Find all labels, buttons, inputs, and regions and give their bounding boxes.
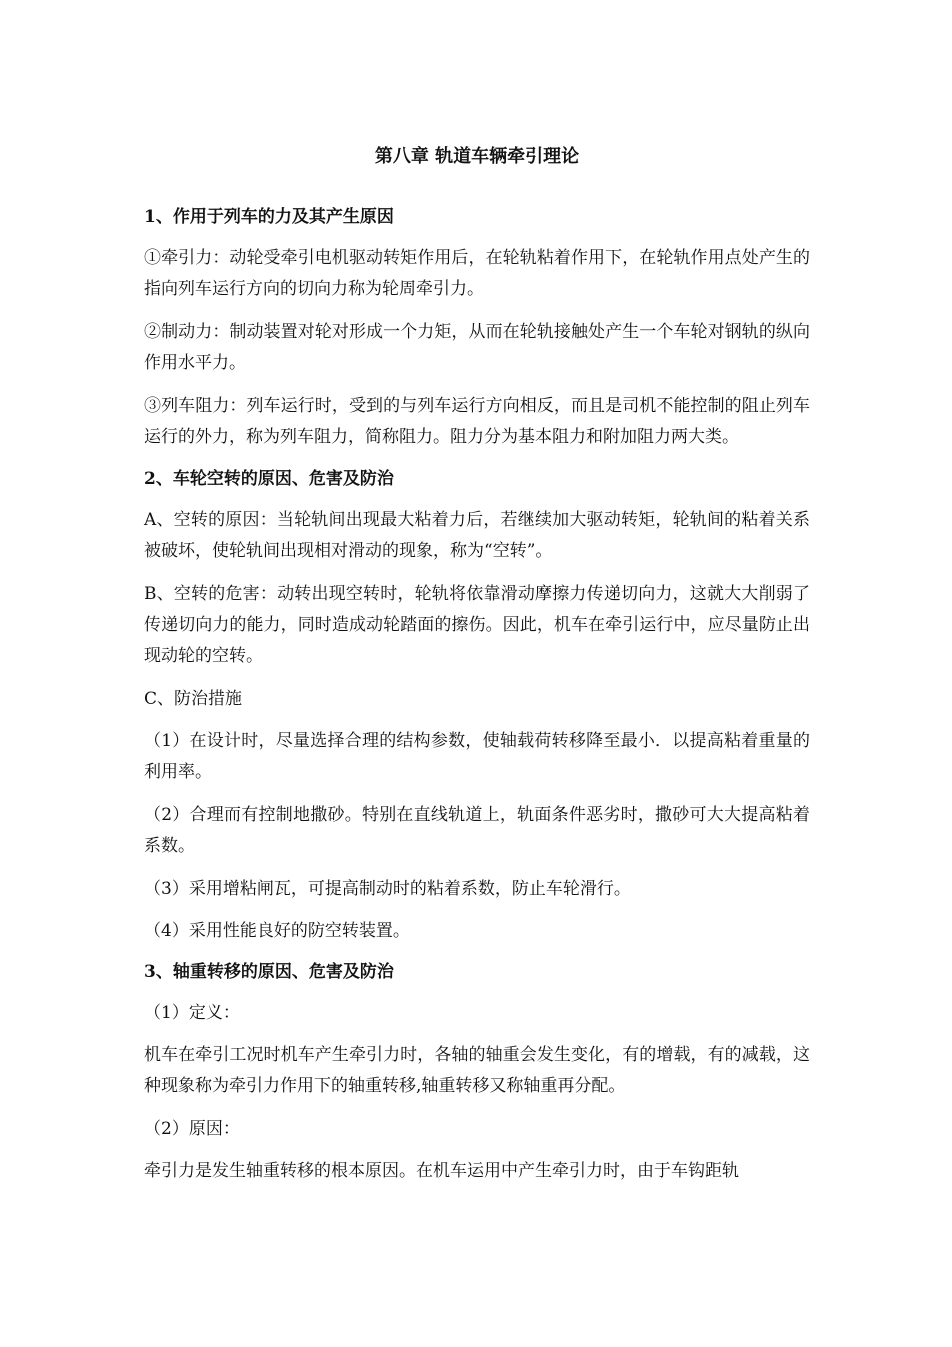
- paragraph-cause: 牵引力是发生轴重转移的根本原因。在机车运用中产生牵引力时，由于车钩距轨: [144, 1161, 739, 1181]
- chapter-title: 第八章 轨道车辆牵引理论: [374, 146, 580, 167]
- paragraph-definition-label: （1）定义：: [144, 1003, 240, 1023]
- paragraph-prevention-heading: C、防治措施: [144, 689, 243, 709]
- section-heading: 3、轴重转移的原因、危害及防治: [144, 962, 394, 982]
- paragraph-measure-1: （1）在设计时，尽量选择合理的结构参数，使轴载荷转移降至最小．以提高粘着重量的利用率。: [144, 731, 810, 782]
- paragraph-traction-force: ①牵引力：动轮受牵引电机驱动转矩作用后，在轮轨粘着作用下，在轮轨作用点处产生的指向列车运行方向的切向力称为轮周牵引力。: [144, 248, 810, 299]
- paragraph-definition: 机车在牵引工况时机车产生牵引力时，各轴的轴重会发生变化，有的增载，有的减载，这种现象称为牵引力作用下的轴重转移,轴重转移又称轴重再分配。: [144, 1045, 810, 1096]
- paragraph-slip-cause: A、空转的原因：当轮轨间出现最大粘着力后，若继续加大驱动转矩，轮轨间的粘着关系被破坏，使轮轨间出现相对滑动的现象，称为“空转”。: [144, 510, 810, 561]
- section-wheel-slip: [144, 465, 810, 947]
- paragraph-measure-3: （3）采用增粘闸瓦，可提高制动时的粘着系数，防止车轮滑行。: [144, 879, 631, 899]
- paragraph-measure-4: （4）采用性能良好的防空转装置。: [144, 921, 410, 941]
- paragraph-cause-label: （2）原因：: [144, 1119, 240, 1139]
- section-heading: 2、车轮空转的原因、危害及防治: [144, 469, 394, 489]
- paragraph-train-resistance: ③列车阻力：列车运行时，受到的与列车运行方向相反，而且是司机不能控制的阻止列车运行的外力，称为列车阻力，简称阻力。阻力分为基本阻力和附加阻力两大类。: [144, 396, 810, 447]
- paragraph-slip-harm: B、空转的危害：动转出现空转时，轮轨将依靠滑动摩擦力传递切向力，这就大大削弱了传递切向力的能力，同时造成动轮踏面的擦伤。因此，机车在牵引运行中，应尽量防止出现动轮的空转。: [144, 584, 810, 666]
- paragraph-braking-force: ②制动力：制动装置对轮对形成一个力矩，从而在轮轨接触处产生一个车轮对钢轨的纵向作用水平力。: [144, 322, 810, 373]
- paragraph-measure-2: （2）合理而有控制地撒砂。特别在直线轨道上，轨面条件恶劣时，撒砂可大大提高粘着系数。: [144, 805, 810, 856]
- section-forces: [144, 203, 810, 453]
- section-axle-load-transfer: [144, 958, 810, 1187]
- document-body: [144, 142, 810, 1199]
- section-heading: 1、作用于列车的力及其产生原因: [144, 207, 394, 227]
